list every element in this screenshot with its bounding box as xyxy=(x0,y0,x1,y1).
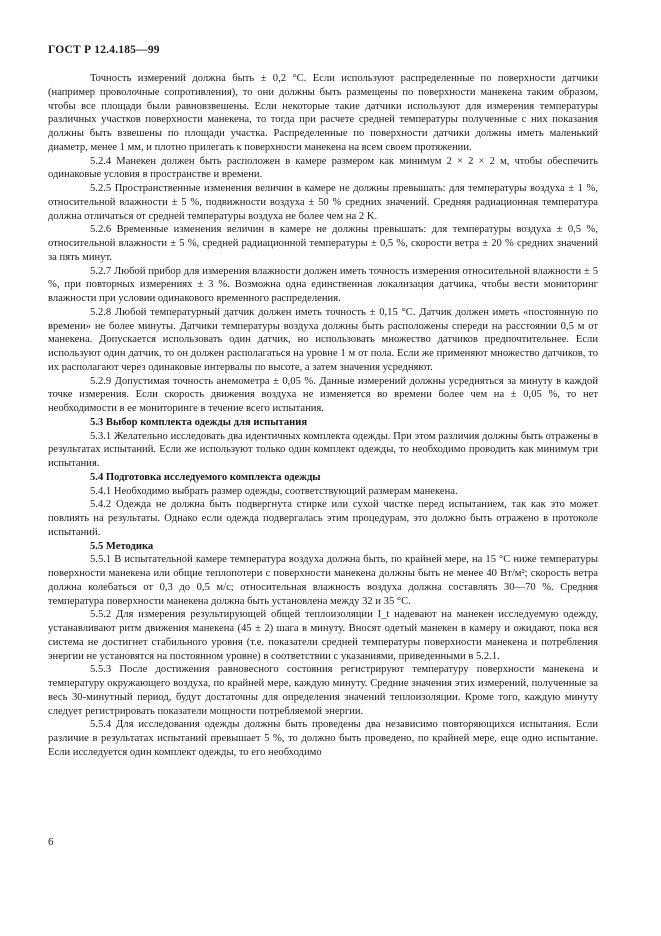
section-heading: 5.5 Методика xyxy=(90,540,154,552)
paragraph: 5.2.9 Допустимая точность анемометра ± 0,05 %. Данные измерений должны усредняться за минуту в каждой точке измерения. Если скорость движения воздуха не изменяется во времени более чем на ± 0,05 %, то нет необходимости в ее мониторинге в течение всего испытания. xyxy=(48,375,598,414)
paragraph: 5.3.1 Желательно исследовать два идентичных комплекта одежды. При этом различия должны быть отражены в результатах испытаний. Если же используют только один комплект одежды, то необходимо проводить как минимум три испытания. xyxy=(48,430,598,469)
paragraph: 5.5.4 Для исследования одежды должны быть проведены два независимо повторяющихся испытания. Если различие в результатах испытаний превышает 5 %, то должно быть проведено, по крайней мере, еще одно испытание. Если исследуется один комплект одежды, то его необходимо xyxy=(48,719,598,758)
paragraph: 5.5.1 В испытательной камере температура воздуха должна быть, по крайней мере, на 15 °С ниже температуры поверхности манекена или общие теплопотери с поверхности манекена должны быть не менее 40 Вт/м²; скорость ветра должна колебаться от 0,3 до 0,5 м/с; относительная влажность воздуха должна составлять 30—70 %. Средняя температура поверхности манекена должна быть установлена между 32 и 35 °С. xyxy=(48,554,598,607)
paragraph: 5.2.5 Пространственные изменения величин в камере не должны превышать: для температуры воздуха ± 1 %, относительной влажности ± 5 %, подвижности воздуха ± 50 % средних значений. Средняя радиационная температура должна отличаться от средней температуры воздуха не более чем на 2 K. xyxy=(48,183,598,222)
document-code-header: ГОСТ Р 12.4.185—99 xyxy=(48,44,160,56)
page-number: 6 xyxy=(48,836,54,848)
document-body xyxy=(48,72,598,760)
section-heading: 5.3 Выбор комплекта одежды для испытания xyxy=(90,416,308,428)
paragraph: 5.2.4 Манекен должен быть расположен в камере размером как минимум 2 × 2 × 2 м, чтобы обеспечить одинаковые условия в пространстве и времени. xyxy=(48,155,598,181)
paragraph: 5.5.3 После достижения равновесного состояния регистрируют температуру поверхности манекена и температуру окружающего воздуха, по крайней мере, каждую минуту. Средние значения этих измерений, полученные за весь 30-минутный период, будут достаточны для определения значений теплоизоляции. Кроме того, каждую минуту следует регистрировать показатели мощности потребляемой энергии. xyxy=(48,664,598,717)
paragraph: Точность измерений должна быть ± 0,2 °С. Если используют распределенные по поверхности датчики (например проволочные сопротивления), то они должны быть размещены по поверхности манекена таким образом, чтобы все площади были равновзвешены. Если некоторые такие датчики используют для измерения температуры различных участков поверхности манекена, то тогда при расчете средней температуры полученные с них показания должны быть взвешены по площади участка. Распределенные по поверхности датчики должны иметь маленький диаметр, менее 1 мм, и плотно прилегать к поверхности манекена на всем своем протяжении. xyxy=(48,73,598,153)
paragraph: 5.4.2 Одежда не должна быть подвергнута стирке или сухой чистке перед испытанием, так как это может повлиять на результаты. Однако если одежда подвергалась этим процедурам, это должно быть отражено в протоколе испытаний. xyxy=(48,499,598,538)
paragraph: 5.4.1 Необходимо выбрать размер одежды, соответствующий размерам манекена. xyxy=(90,485,458,497)
paragraph: 5.2.8 Любой температурный датчик должен иметь точность ± 0,15 °С. Датчик должен иметь «постоянную по времени» не более минуты. Датчики температуры воздуха должны быть расположены спереди на расстоянии 0,5 м от манекена. Допускается использовать один датчик, но использовать множество датчиков предпочтительнее. Если используют один датчик, то он должен располагаться на уровне 1 м от пола. Если же применяют множество датчиков, то их располагают через одинаковые интервалы по высоте, а затем значения усредняют. xyxy=(48,306,598,373)
paragraph: 5.5.2 Для измерения результирующей общей теплоизоляции I_t надевают на манекен исследуемую одежду, устанавливают ритм движения манекена (45 ± 2) шага в минуту. Вносят одетый манекен в камеру и ожидают, пока вся система не достигнет стабильного уровня (т.е. показатели средней температуры поверхности манекена и потребления энергии не установятся на постоянном уровне) в соответствии с указаниями, приведенными в 5.2.1. xyxy=(48,609,598,662)
paragraph: 5.2.7 Любой прибор для измерения влажности должен иметь точность измерения относительной влажности ± 5 %, при повторных измерениях ± 3 %. Возможна одна единственная локализация датчика, чтобы вести мониторинг влажности при условии одинакового временного распределения. xyxy=(48,265,598,304)
section-heading: 5.4 Подготовка исследуемого комплекта одежды xyxy=(90,471,321,483)
paragraph: 5.2.6 Временные изменения величин в камере не должны превышать: для температуры воздуха ± 0,5 %, относительной влажности ± 5 %, средней радиационной температуры ± 0,5 %, скорости ветра ± 20 % средних значений за пять минут. xyxy=(48,224,598,263)
